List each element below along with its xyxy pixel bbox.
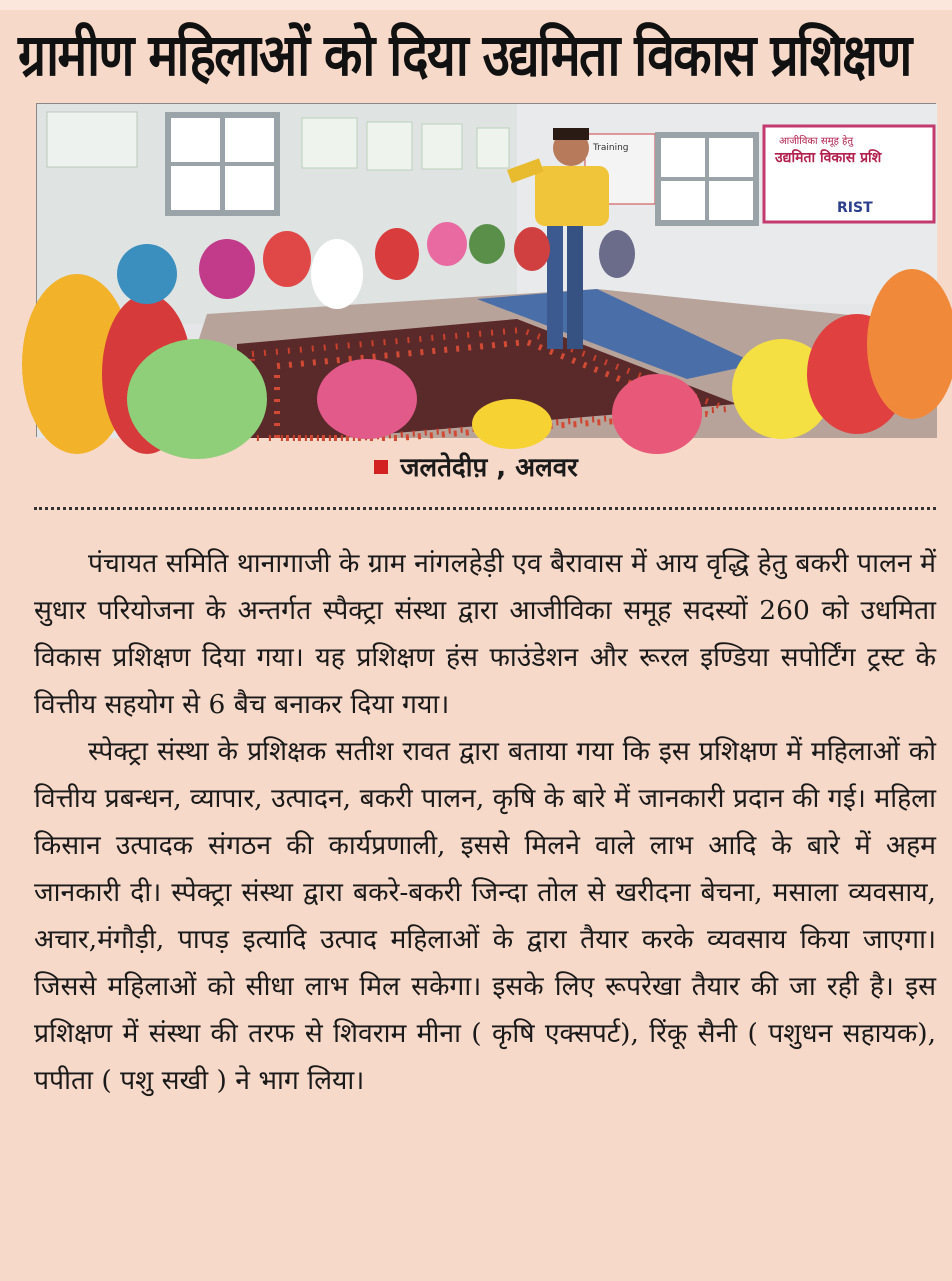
- red-square-bullet-icon: [374, 460, 388, 474]
- headline: ग्रामीण महिलाओं को दिया उद्यमिता विकास प्रशिक्षण: [18, 21, 911, 89]
- dateline: [0, 448, 952, 488]
- article-body: [34, 540, 936, 1104]
- dateline-text: जलतेदीप़ , अलवर: [400, 453, 578, 483]
- banner-line1: आजीविका समूह हेतु: [779, 136, 854, 147]
- paragraph-1: पंचायत समिति थानागाजी के ग्राम नांगलहेड़ी एव बैरावास में आय वृद्धि हेतु बकरी पालन में सुधार परियोजना के अन्तर्गत स्पैक्ट्रा संस्था द्वारा आजीविका समूह सदस्यों 260 को उधमिता विकास प्रशिक्षण दिया गया। यह प्रशिक्षण हंस फाउंडेशन और रूरल इण्डिया सपोर्टिंग ट्रस्ट के वित्तीय सहयोग से 6 बैच बनाकर दिया गया।: [34, 548, 936, 720]
- paragraph-2: स्पेक्ट्रा संस्था के प्रशिक्षक सतीश रावत द्वारा बताया गया कि इस प्रशिक्षण में महिलाओं को वित्तीय प्रबन्धन, व्यापार, उत्पादन, बकरी पालन, कृषि के बारे में जानकारी प्रदान की गई। महिला किसान उत्पादक संगठन की कार्यप्रणाली, इससे मिलने वाले लाभ आदि के बारे में अहम जानकारी दी। स्पेक्ट्रा संस्था द्वारा बकरे-बकरी जिन्दा तोल से खरीदना बेचना, मसाला व्यवसाय, अचार,मंगौड़ी, पापड़ इत्यादि उत्पाद महिलाओं के द्वारा तैयार करके व्यवसाय किया जाएगा। जिससे महिलाओं को सीधा लाभ मिल सकेगा। इसके लिए रूपरेखा तैयार की जा रही है। इस प्रशिक्षण में संस्था की तरफ से शिवराम मीना ( कृषि एक्सपर्ट), रिंकू सैनी ( पशुधन सहायक), पपीता ( पशु सखी ) ने भाग लिया।: [34, 736, 936, 1096]
- dotted-divider: [34, 507, 936, 510]
- news-photo: [36, 103, 936, 437]
- banner-line2: उद्यमिता विकास प्रशि: [775, 150, 882, 166]
- banner-logo: RIST: [837, 200, 873, 216]
- top-strip: [0, 0, 952, 10]
- sign-text: Training: [593, 143, 629, 153]
